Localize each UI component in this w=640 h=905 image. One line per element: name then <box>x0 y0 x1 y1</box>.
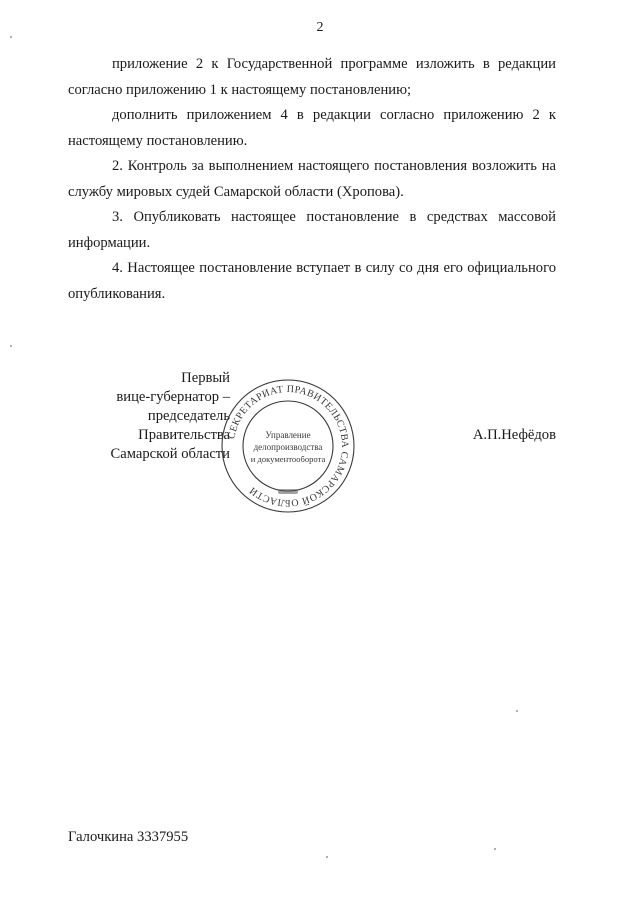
paragraph-amend-appendix-2: приложение 2 к Государственной программе изложить в редакции согласно приложению 1 к настоящему постановлению; <box>68 56 556 98</box>
seal-center-line-2: делопроизводства <box>253 442 323 452</box>
signer-position-line: председатель Правительства <box>138 408 230 443</box>
seal-ring-text-path: СЕКРЕТАРИАТ ПРАВИТЕЛЬСТВА САМАРСКОЙ ОБЛАСТИ <box>226 383 351 509</box>
signer-position-line: Самарской области <box>110 446 230 462</box>
paragraph-publish: 3. Опубликовать настоящее постановление в средствах массовой информации. <box>68 209 556 251</box>
scan-speck <box>516 710 518 712</box>
paragraph-effective: 4. Настоящее постановление вступает в силу со дня его официального опубликования. <box>68 260 556 302</box>
scan-speck <box>326 856 328 858</box>
signer-name: А.П.Нефёдов <box>472 427 556 443</box>
signer-position-line: Первый <box>181 370 230 386</box>
signer-position-line: вице-губернатор – <box>116 389 230 405</box>
signer-position <box>60 369 230 464</box>
document-body <box>68 52 556 307</box>
page-number: 2 <box>316 20 324 35</box>
scan-speck <box>494 848 496 850</box>
official-seal-stamp <box>218 376 358 516</box>
scan-speck <box>10 36 12 38</box>
paragraph-control: 2. Контроль за выполнением настоящего постановления возложить на службу мировых судей Самарской области (Хропова). <box>68 158 556 200</box>
seal-center-line-1: Управление <box>265 430 311 440</box>
seal-smudge <box>278 489 298 494</box>
paragraph-add-appendix-4: дополнить приложением 4 в редакции согласно приложению 2 к настоящему постановлению. <box>68 107 556 149</box>
seal-center-line-3: и документооборота <box>250 454 326 464</box>
scan-speck <box>10 345 12 347</box>
executor-contact: Галочкина 3337955 <box>68 829 189 845</box>
